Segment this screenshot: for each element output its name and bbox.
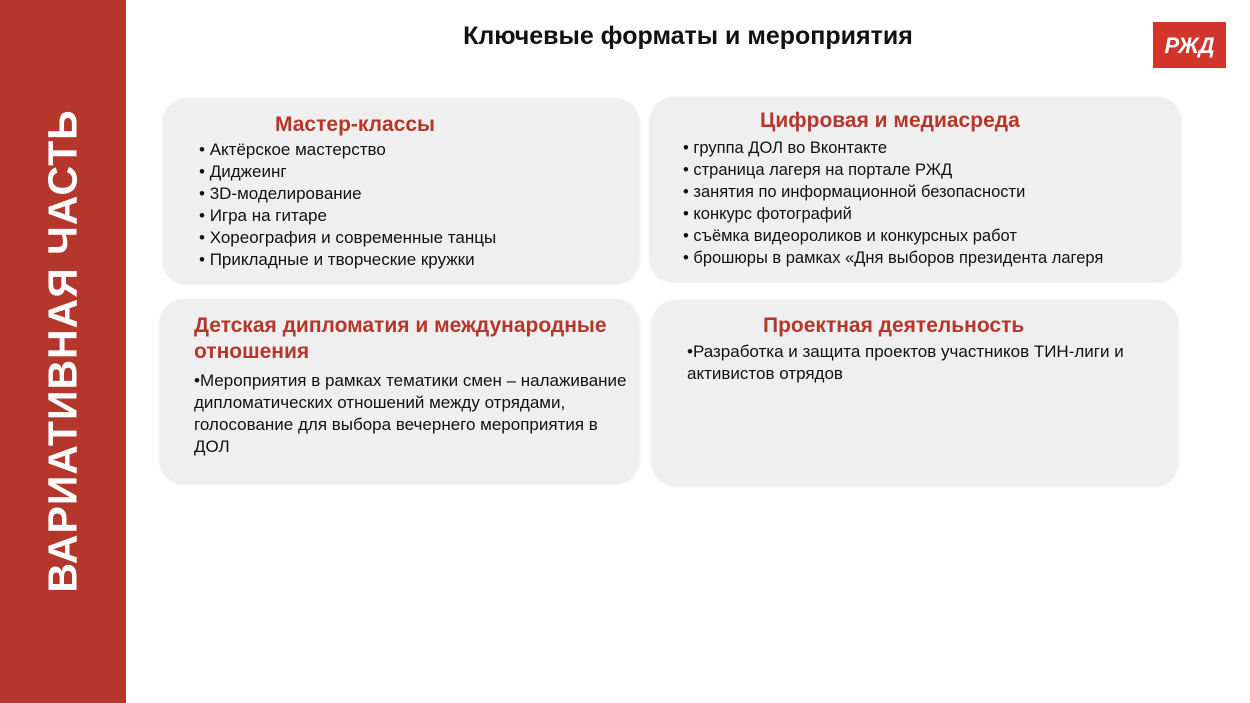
card-diplomacy — [160, 299, 639, 483]
item-list — [199, 139, 496, 271]
side-band — [0, 0, 126, 703]
list-item: • Прикладные и творческие кружки — [199, 249, 496, 271]
list-item: • группа ДОЛ во Вконтакте — [683, 137, 1103, 159]
card-body: •Разработка и защита проектов участников ТИН-лиги и активистов отрядов — [687, 342, 1124, 383]
side-label: ВАРИАТИВНАЯ ЧАСТЬ — [39, 109, 86, 593]
list-item: • брошюры в рамках «Дня выборов президента лагеря — [683, 247, 1103, 269]
card-title: Цифровая и медиасреда — [760, 109, 1020, 132]
card-project-activity — [652, 300, 1178, 485]
card-master-classes — [163, 98, 639, 283]
list-item: • Хореография и современные танцы — [199, 227, 496, 249]
card-body: •Мероприятия в рамках тематики смен – налаживание дипломатических отношений между отрядами, голосование для выбора вечернего мероприятия в ДОЛ — [194, 371, 627, 456]
list-item: • Игра на гитаре — [199, 205, 496, 227]
slide-title: Ключевые форматы и мероприятия — [463, 22, 913, 50]
card-title: Мастер-классы — [275, 113, 435, 136]
list-item: • занятия по информационной безопасности — [683, 181, 1103, 203]
list-item: • страница лагеря на портале РЖД — [683, 159, 1103, 181]
item-list — [683, 137, 1103, 269]
rzd-logo-icon — [1153, 22, 1226, 68]
list-item: • Диджеинг — [199, 161, 496, 183]
list-item: • конкурс фотографий — [683, 203, 1103, 225]
card-title: Детская дипломатия и международные отношения — [194, 314, 607, 363]
logo-text: РЖД — [1164, 33, 1215, 58]
list-item: • Актёрское мастерство — [199, 139, 496, 161]
card-title: Проектная деятельность — [763, 314, 1025, 337]
list-item: • съёмка видеороликов и конкурсных работ — [683, 225, 1103, 247]
card-digital-media — [650, 97, 1181, 281]
list-item: • 3D-моделирование — [199, 183, 496, 205]
